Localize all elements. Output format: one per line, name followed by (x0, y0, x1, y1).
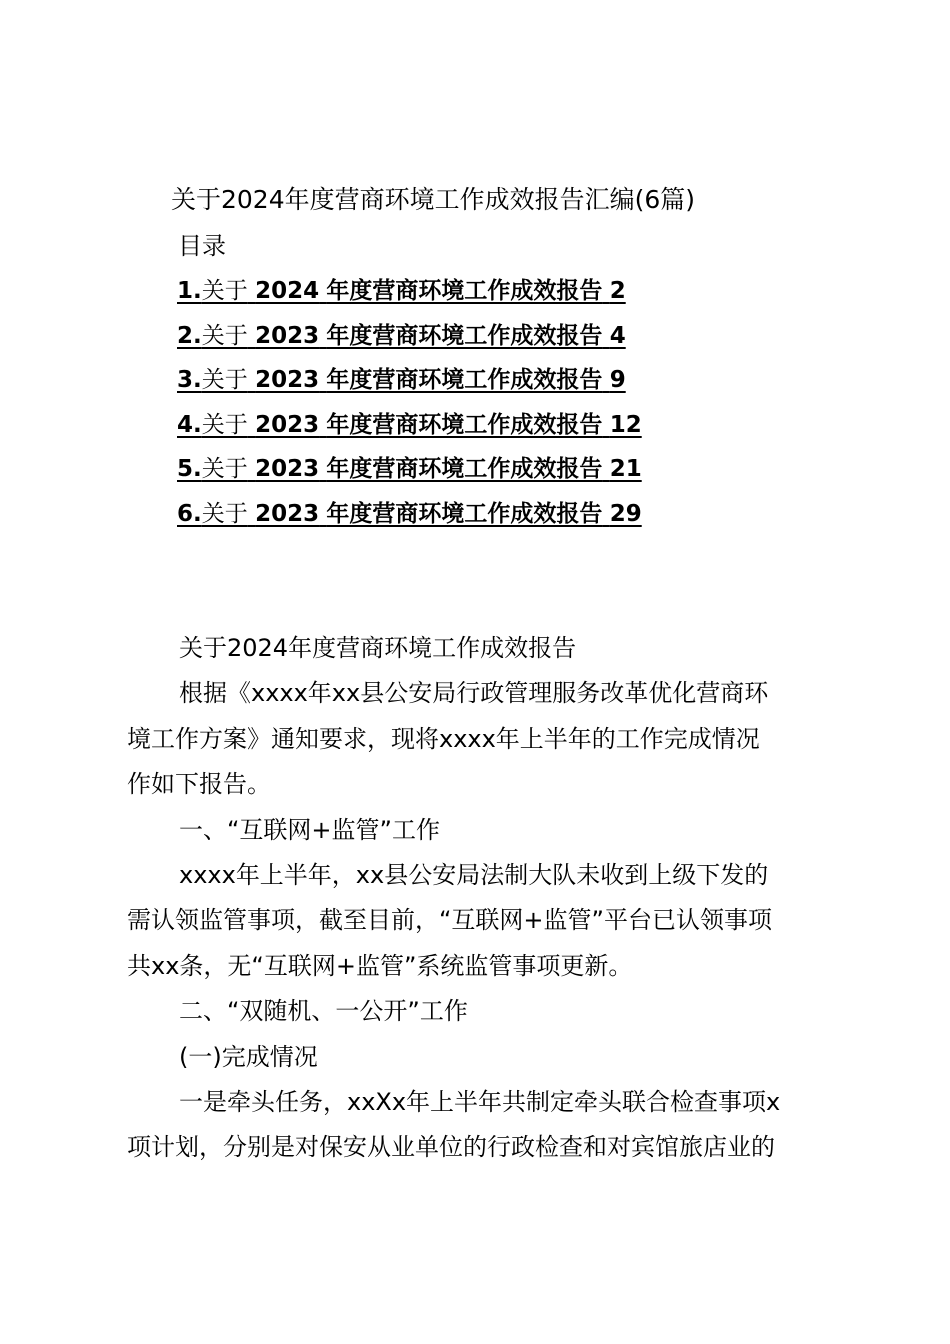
toc-number: 3. (177, 367, 202, 394)
toc-year: 2023 (255, 367, 320, 394)
paragraph-line: xxxx年上半年，xx县公安局法制大队未收到上级下发的 (179, 860, 769, 889)
toc-number: 4. (177, 411, 202, 438)
toc-item-2[interactable] (177, 316, 642, 361)
toc-item-5[interactable] (177, 449, 642, 494)
toc-title: 年度营商环境工作成效报告 (326, 456, 603, 483)
table-of-contents (177, 271, 642, 539)
paragraph-line: 一是牵头任务，xxXx年上半年共制定牵头联合检查事项x (179, 1087, 781, 1116)
section-heading: 二、“双随机、一公开”工作 (179, 997, 468, 1026)
document-title: 关于2024年度营商环境工作成效报告汇编(6篇) (171, 185, 696, 214)
toc-title: 年度营商环境工作成效报告 (326, 367, 603, 394)
toc-item-1[interactable] (177, 271, 642, 316)
toc-number: 2. (177, 322, 202, 349)
subsection-heading: (一)完成情况 (179, 1042, 318, 1071)
paragraph-line: 共xx条，无“互联网+监管”系统监管事项更新。 (127, 951, 633, 980)
toc-year: 2023 (255, 411, 320, 438)
toc-prefix: 关于 (201, 411, 248, 438)
toc-page-number: 12 (609, 411, 642, 438)
toc-prefix: 关于 (201, 456, 248, 483)
toc-title: 年度营商环境工作成效报告 (326, 411, 603, 438)
toc-item-6[interactable] (177, 494, 642, 539)
paragraph-line: 项计划，分别是对保安从业单位的行政检查和对宾馆旅店业的 (127, 1133, 775, 1162)
toc-year: 2024 (255, 278, 320, 304)
report-body (127, 626, 832, 1171)
toc-title: 年度营商环境工作成效报告 (326, 322, 603, 349)
toc-title: 年度营商环境工作成效报告 (326, 500, 603, 527)
toc-number: 5. (177, 456, 202, 483)
toc-page-number: 29 (609, 500, 642, 527)
toc-page-number: 2 (609, 278, 626, 304)
toc-prefix: 关于 (201, 367, 248, 394)
paragraph-line: 作如下报告。 (127, 770, 271, 799)
toc-year: 2023 (255, 500, 320, 527)
toc-page-number: 21 (609, 456, 642, 483)
report-title: 关于2024年度营商环境工作成效报告 (179, 634, 577, 662)
toc-title: 年度营商环境工作成效报告 (326, 278, 603, 304)
toc-prefix: 关于 (201, 278, 248, 304)
toc-prefix: 关于 (201, 322, 248, 349)
toc-prefix: 关于 (201, 500, 248, 527)
paragraph-line: 根据《xxxx年xx县公安局行政管理服务改革优化营商环 (179, 679, 769, 708)
toc-page-number: 9 (609, 367, 626, 394)
paragraph-line: 需认领监管事项，截至目前，“互联网+监管”平台已认领事项 (127, 906, 772, 935)
toc-number: 6. (177, 500, 202, 527)
toc-heading: 目录 (178, 232, 226, 260)
toc-item-4[interactable] (177, 405, 642, 450)
toc-year: 2023 (255, 456, 320, 483)
toc-number: 1. (177, 278, 202, 304)
toc-year: 2023 (255, 322, 320, 349)
toc-item-3[interactable] (177, 360, 642, 405)
paragraph-line: 境工作方案》通知要求，现将xxxx年上半年的工作完成情况 (127, 724, 760, 753)
toc-page-number: 4 (609, 322, 626, 349)
section-heading: 一、“互联网+监管”工作 (179, 815, 440, 844)
